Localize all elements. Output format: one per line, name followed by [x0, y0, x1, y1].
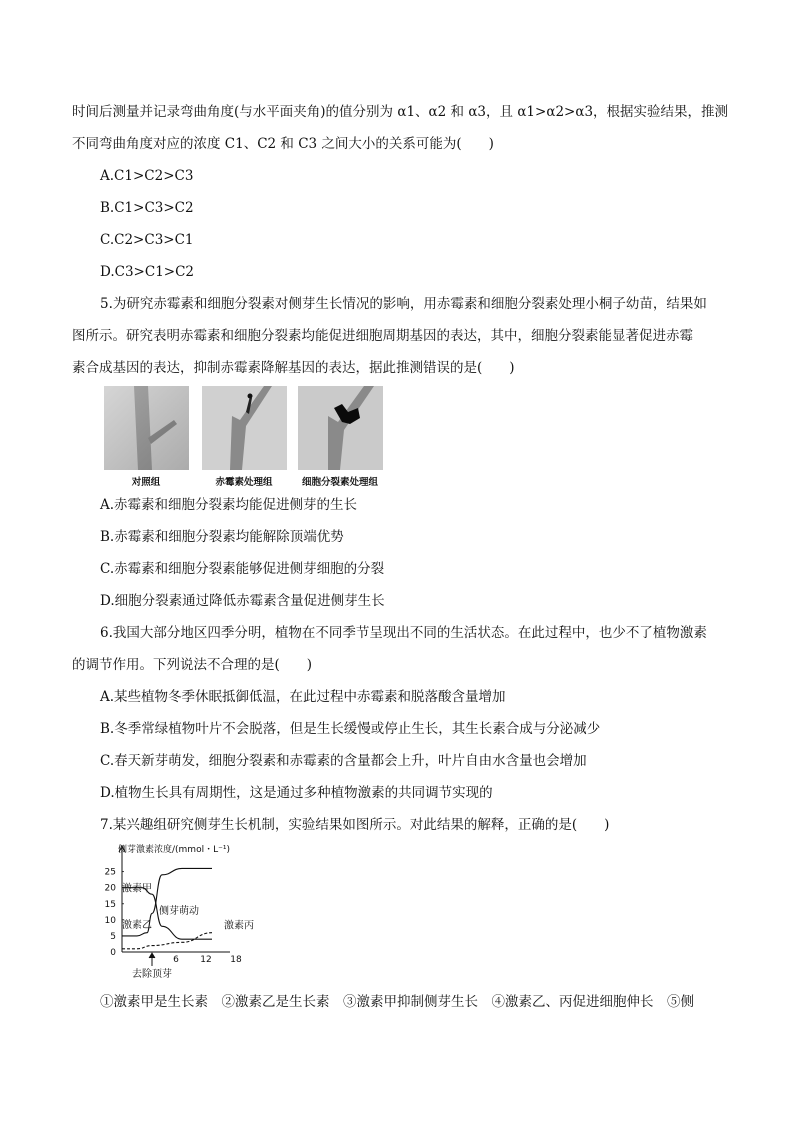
q4-option-b: B.C1>C3>C2: [100, 200, 194, 216]
annotation-sprouting: 侧芽萌动: [159, 906, 199, 918]
q6-option-d: D.植物生长具有周期性，这是通过多种植物激素的共同调节实现的: [100, 785, 493, 801]
q4-option-c: C.C2>C3>C1: [100, 232, 194, 248]
photo-label-control: 对照组: [131, 477, 161, 488]
q5-option-b: B.赤霉素和细胞分裂素均能解除顶端优势: [100, 529, 344, 545]
series-line: [122, 933, 212, 949]
series-label: 激素甲: [122, 883, 152, 895]
q6-option-a: A.某些植物冬季休眠抵御低温，在此过程中赤霉素和脱落酸含量增加: [100, 689, 506, 705]
y-tick-label: 10: [104, 915, 116, 926]
q5-option-d: D.细胞分裂素通过降低赤霉素含量促进侧芽生长: [100, 593, 385, 609]
remove-apex-label: 去除顶芽: [132, 969, 172, 980]
remove-apex-arrowhead: [149, 953, 155, 958]
photo-label-gibberellin: 赤霉素处理组: [215, 477, 273, 488]
q6-stem-line1: 6.我国大部分地区四季分明，植物在不同季节呈现出不同的生活状态。在此过程中，也少不了植物激素: [100, 625, 707, 641]
y-tick-label: 25: [104, 867, 116, 878]
photo-gibberellin: [202, 386, 287, 470]
q4-option-d: D.C3>C1>C2: [100, 264, 195, 280]
photo-control: [104, 386, 189, 470]
q6-option-b: B.冬季常绿植物叶片不会脱落，但是生长缓慢或停止生长，其生长素合成与分泌减少: [100, 721, 601, 737]
plant-stem-image: [298, 386, 383, 470]
y-axis-label: 侧芽激素浓度/(mmol・L⁻¹): [118, 845, 230, 855]
q7-statements: ①激素甲是生长素 ②激素乙是生长素 ③激素甲抑制侧芽生长 ④激素乙、丙促进细胞伸长 ⑤侧: [100, 994, 694, 1010]
y-tick-label: 15: [104, 899, 116, 910]
y-tick-label: 20: [104, 883, 116, 894]
photo-label-cytokinin: 细胞分裂素处理组: [301, 477, 378, 488]
q5-stem-line2: 图所示。研究表明赤霉素和细胞分裂素均能促进细胞周期基因的表达，其中，细胞分裂素能显著促进赤霉: [72, 328, 693, 344]
q7-stem-line1: 7.某兴趣组研究侧芽生长机制，实验结果如图所示。对此结果的解释，正确的是( ): [100, 817, 610, 833]
q5-option-c: C.赤霉素和细胞分裂素能够促进侧芽细胞的分裂: [100, 561, 385, 577]
x-tick-label: 18: [230, 955, 242, 965]
q6-stem-line2: 的调节作用。下列说法不合理的是( ): [72, 657, 313, 673]
q6-option-c: C.春天新芽萌发，细胞分裂素和赤霉素的含量都会上升，叶片自由水含量也会增加: [100, 753, 587, 769]
q5-stem-line1: 5.为研究赤霉素和细胞分裂素对侧芽生长情况的影响，用赤霉素和细胞分裂素处理小桐子幼苗，结果如: [100, 296, 707, 312]
x-tick-label: 12: [200, 955, 212, 965]
x-tick-label: 6: [173, 955, 179, 965]
plant-stem-image: [202, 386, 287, 470]
hormone-concentration-chart: [96, 842, 266, 980]
series-label: 激素乙: [122, 919, 152, 931]
q4-stem-line1: 时间后测量并记录弯曲角度(与水平面夹角)的值分别为 α1、α2 和 α3，且 α1>α2>α3，根据实验结果，推测: [72, 104, 729, 120]
q5-stem-line3: 素合成基因的表达，抑制赤霉素降解基因的表达，据此推测错误的是( ): [72, 360, 515, 376]
q4-option-a: A.C1>C2>C3: [100, 168, 194, 184]
photo-cytokinin: [298, 386, 383, 470]
series-label: 激素丙: [224, 920, 254, 932]
q4-stem-line2: 不同弯曲角度对应的浓度 C1、C2 和 C3 之间大小的关系可能为( ): [72, 136, 494, 152]
y-tick-label: 5: [110, 931, 116, 942]
y-tick-label: 0: [110, 948, 116, 958]
q5-option-a: A.赤霉素和细胞分裂素均能促进侧芽的生长: [100, 497, 358, 513]
plant-stem-image: [104, 386, 189, 470]
